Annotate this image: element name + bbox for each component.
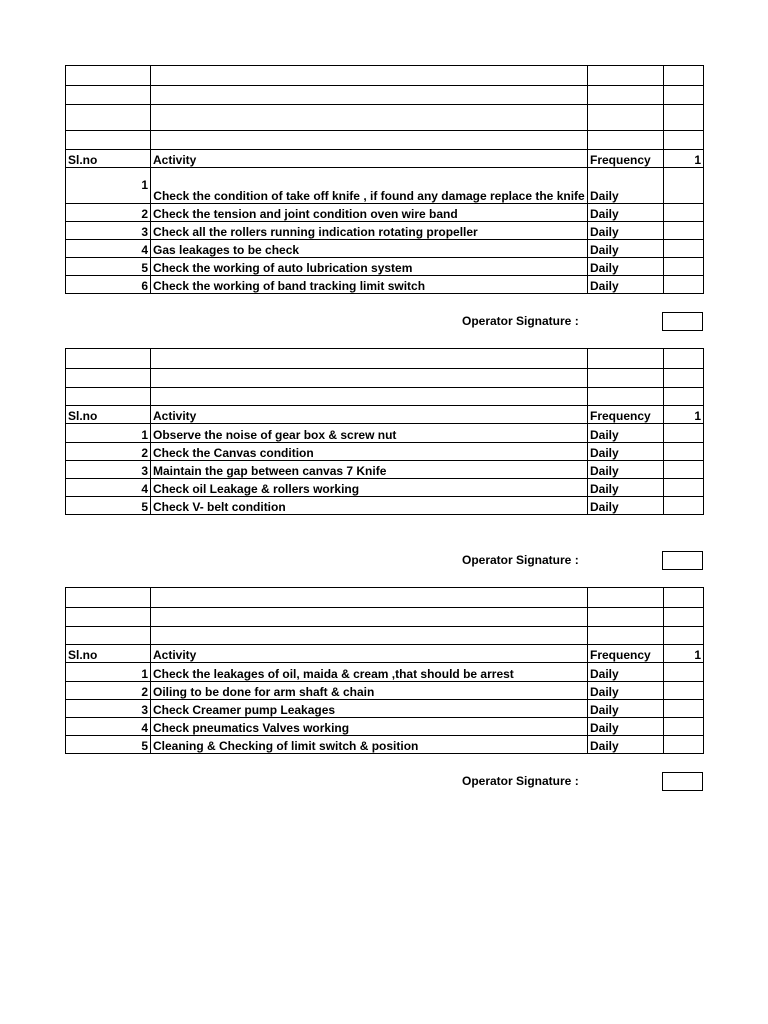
row-number: 5	[66, 258, 151, 276]
header-col4: 1	[664, 645, 704, 663]
checklist-section-1	[65, 65, 704, 294]
signature-row-3	[0, 772, 768, 792]
row-check-cell	[664, 168, 704, 204]
row-activity: Check oil Leakage & rollers working	[151, 479, 588, 497]
row-check-cell	[664, 682, 704, 700]
row-activity: Oiling to be done for arm shaft & chain	[151, 682, 588, 700]
row-check-cell	[664, 240, 704, 258]
table-row	[66, 700, 704, 718]
table-row	[66, 168, 704, 204]
table-row	[66, 204, 704, 222]
row-frequency: Daily	[588, 276, 664, 294]
row-check-cell	[664, 497, 704, 515]
header-frequency: Frequency	[588, 150, 664, 168]
header-slno: Sl.no	[66, 406, 151, 424]
table-row	[66, 497, 704, 515]
row-check-cell	[664, 222, 704, 240]
table-row	[66, 443, 704, 461]
blank-row	[66, 608, 704, 627]
table-row	[66, 736, 704, 754]
row-number: 2	[66, 204, 151, 222]
row-check-cell	[664, 736, 704, 754]
table-row	[66, 461, 704, 479]
row-check-cell	[664, 204, 704, 222]
header-slno: Sl.no	[66, 645, 151, 663]
row-frequency: Daily	[588, 682, 664, 700]
blank-row	[66, 131, 704, 150]
row-frequency: Daily	[588, 718, 664, 736]
row-frequency: Daily	[588, 258, 664, 276]
row-frequency: Daily	[588, 222, 664, 240]
row-frequency: Daily	[588, 424, 664, 443]
row-check-cell	[664, 424, 704, 443]
row-number: 3	[66, 222, 151, 240]
row-number: 3	[66, 700, 151, 718]
row-check-cell	[664, 276, 704, 294]
row-frequency: Daily	[588, 700, 664, 718]
signature-row-1	[0, 312, 768, 332]
row-activity: Check the working of band tracking limit switch	[151, 276, 588, 294]
row-check-cell	[664, 663, 704, 682]
operator-signature-label: Operator Signature :	[462, 314, 579, 328]
blank-row	[66, 369, 704, 388]
header-col4: 1	[664, 150, 704, 168]
row-check-cell	[664, 461, 704, 479]
table-row	[66, 276, 704, 294]
table-row	[66, 258, 704, 276]
row-check-cell	[664, 479, 704, 497]
header-row	[66, 150, 704, 168]
row-frequency: Daily	[588, 497, 664, 515]
row-check-cell	[664, 258, 704, 276]
header-col4: 1	[664, 406, 704, 424]
row-check-cell	[664, 443, 704, 461]
checklist-table-3	[65, 587, 704, 754]
row-number: 2	[66, 682, 151, 700]
row-activity: Check the leakages of oil, maida & cream ,that should be arrest	[151, 663, 588, 682]
row-number: 3	[66, 461, 151, 479]
table-row	[66, 240, 704, 258]
operator-signature-label: Operator Signature :	[462, 553, 579, 567]
checklist-table-1	[65, 65, 704, 294]
table-row	[66, 718, 704, 736]
row-frequency: Daily	[588, 479, 664, 497]
header-frequency: Frequency	[588, 645, 664, 663]
table-row	[66, 663, 704, 682]
row-frequency: Daily	[588, 443, 664, 461]
checklist-section-2	[65, 348, 704, 515]
row-activity: Check the working of auto lubrication system	[151, 258, 588, 276]
operator-signature-label: Operator Signature :	[462, 774, 579, 788]
blank-row	[66, 86, 704, 105]
row-check-cell	[664, 718, 704, 736]
row-frequency: Daily	[588, 168, 664, 204]
row-activity: Check pneumatics Valves working	[151, 718, 588, 736]
row-number: 4	[66, 240, 151, 258]
row-activity: Observe the noise of gear box & screw nut	[151, 424, 588, 443]
row-number: 1	[66, 424, 151, 443]
row-number: 5	[66, 497, 151, 515]
header-activity: Activity	[151, 406, 588, 424]
operator-signature-box[interactable]	[662, 551, 703, 570]
checklist-section-3	[65, 587, 704, 754]
blank-row	[66, 627, 704, 645]
operator-signature-box[interactable]	[662, 312, 703, 331]
header-row	[66, 406, 704, 424]
table-row	[66, 682, 704, 700]
row-frequency: Daily	[588, 736, 664, 754]
row-frequency: Daily	[588, 204, 664, 222]
row-number: 1	[66, 663, 151, 682]
signature-row-2	[0, 551, 768, 571]
checklist-table-2	[65, 348, 704, 515]
table-row	[66, 222, 704, 240]
row-number: 1	[66, 168, 151, 204]
row-activity: Check the condition of take off knife , if found any damage replace the knife	[151, 168, 588, 204]
row-activity: Check all the rollers running indication rotating propeller	[151, 222, 588, 240]
row-activity: Check the tension and joint condition oven wire band	[151, 204, 588, 222]
header-frequency: Frequency	[588, 406, 664, 424]
blank-row	[66, 66, 704, 86]
header-row	[66, 645, 704, 663]
row-activity: Cleaning & Checking of limit switch & position	[151, 736, 588, 754]
row-activity: Gas leakages to be check	[151, 240, 588, 258]
header-activity: Activity	[151, 150, 588, 168]
row-frequency: Daily	[588, 240, 664, 258]
blank-row	[66, 388, 704, 406]
blank-row	[66, 588, 704, 608]
row-activity: Check Creamer pump Leakages	[151, 700, 588, 718]
blank-row	[66, 349, 704, 369]
row-number: 6	[66, 276, 151, 294]
row-activity: Check the Canvas condition	[151, 443, 588, 461]
table-row	[66, 424, 704, 443]
header-slno: Sl.no	[66, 150, 151, 168]
row-check-cell	[664, 700, 704, 718]
header-activity: Activity	[151, 645, 588, 663]
operator-signature-box[interactable]	[662, 772, 703, 791]
row-activity: Maintain the gap between canvas 7 Knife	[151, 461, 588, 479]
row-number: 4	[66, 479, 151, 497]
row-number: 2	[66, 443, 151, 461]
row-frequency: Daily	[588, 663, 664, 682]
row-activity: Check V- belt condition	[151, 497, 588, 515]
table-row	[66, 479, 704, 497]
blank-row	[66, 105, 704, 131]
row-frequency: Daily	[588, 461, 664, 479]
row-number: 5	[66, 736, 151, 754]
row-number: 4	[66, 718, 151, 736]
